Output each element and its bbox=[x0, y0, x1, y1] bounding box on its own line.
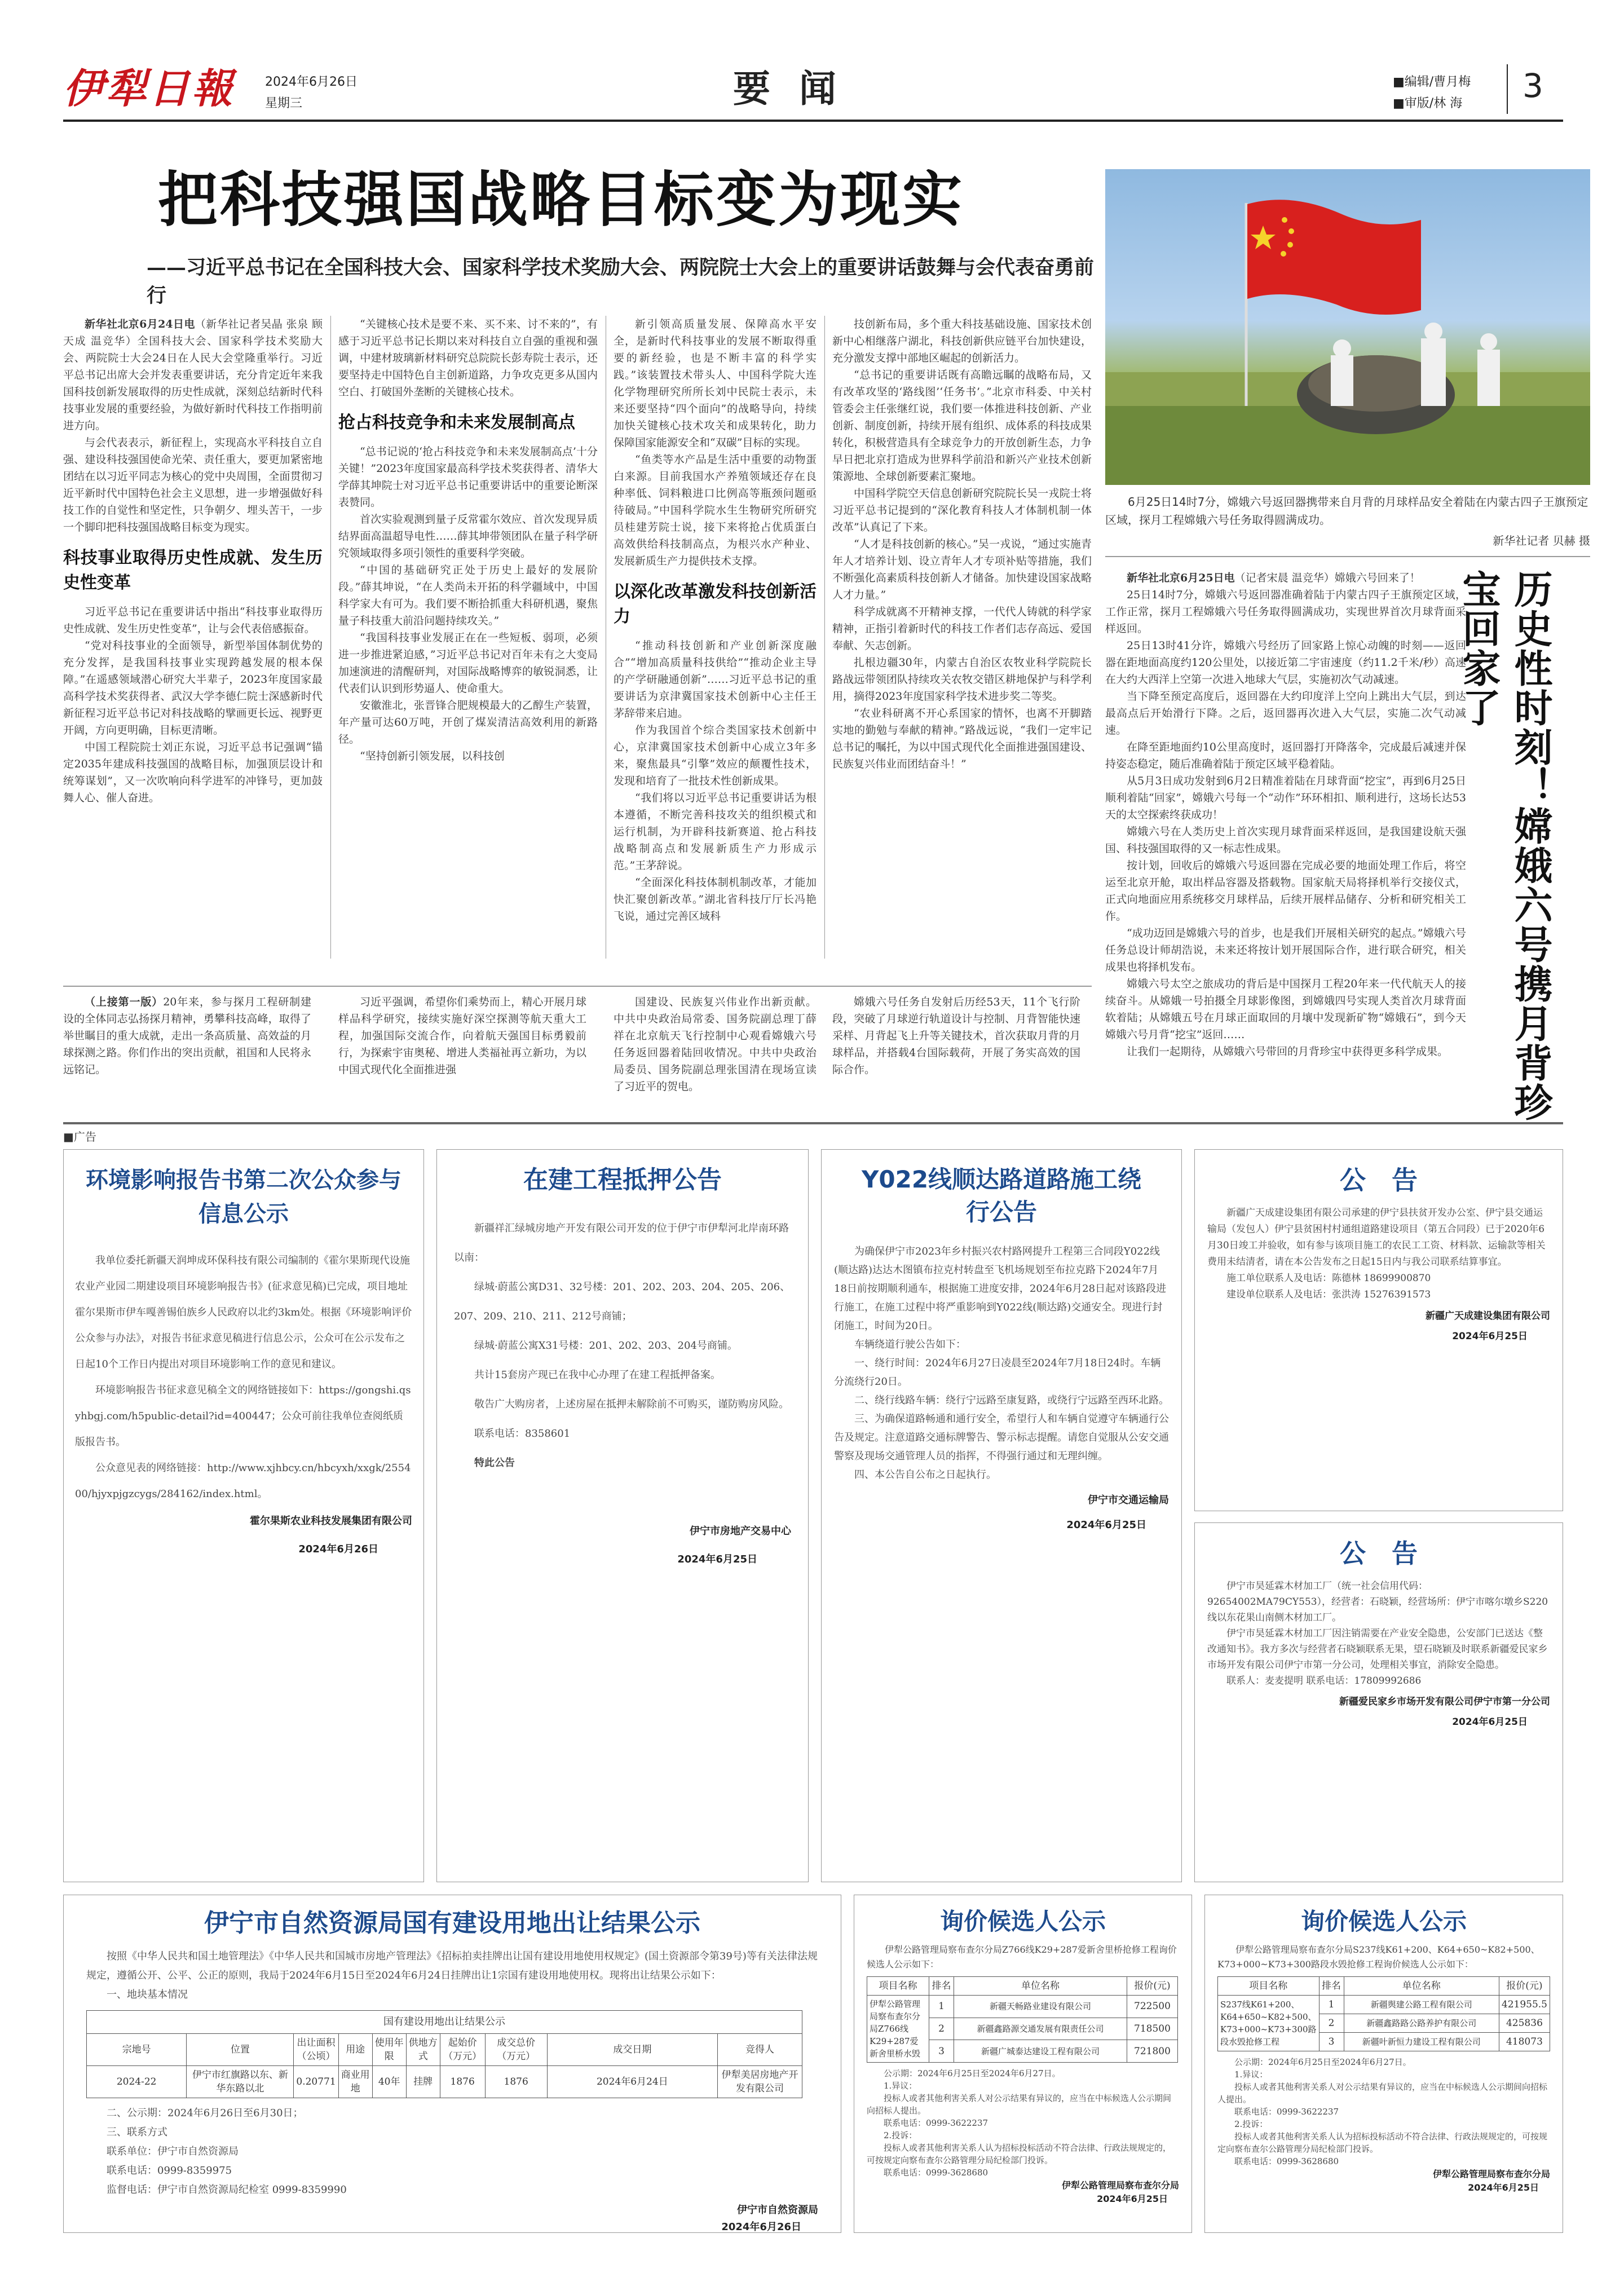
article-column-2: “关键核心技术是要不来、买不来、讨不来的”，有感于习近平总书记长期以来对科技自立自强的重视和强调，中建材玻璃新材料研究总院院长彭寿院士表示，还要坚持走中国特色自主创新道路，力争攻克更多从国内空白、打破国外垄断的关键核心技术。 抢占科技竞争和未来发展制高点 “总书记说的‘抢占科技竞争和未来发展制高点’十分关键！”2023年度国家最高科学技术奖获得者、清华大学薛其坤院士对习近平总书记重要讲话中的重要论断深表赞同。 首次实验观测到量子反常霍尔效应、首次发现异质结界面高温超导电性……薛其坤带领团队在量子科学研究领域取得多项引领性的重要科学突破。 “中国的基础研究正处于历史上最好的发展阶段。”薛其坤说，“在人类尚未开拓的科学疆域中，中国科学家大有可为。我们要不断拾抓重大科研机遇，聚焦量子科技重大前沿问题持续攻关。” “我国科技事业发展正在在一些短板、弱项，必须进一步推进紧迫感，”习近平总书记对百年未有之大变局加速演进的清醒研判，对国际战略博弈的敏锐洞悉，让代表们认识到形势逼人、使命重大。 安徽淮北，张晋锋合肥规模最大的乙醇生产装置，年产量可达60万吨，开创了煤炭清洁高效利用的新路径。 “坚持创新引领发展，以科技创 bbox=[338, 318, 598, 762]
change6-title: 历史性时刻！嫦娥六号携月背珍宝回家了 bbox=[1456, 570, 1553, 1122]
table-row: 3 新疆广城泰达建设工程有限公司 721800 bbox=[867, 2040, 1178, 2063]
news-photo bbox=[1105, 169, 1590, 485]
ad-mortgage: 在建工程抵押公告 新疆祥汇绿城房地产开发有限公司开发的位于伊宁市伊犁河北岸南环路以南： 绿城·蔚蓝公寓D31、32号楼：201、202、203、204、205、206、207、209、210、211、212号商铺； 绿城·蔚蓝公寓X31号楼：201、202、203、204号商铺。 共计15套房产现已在我中心办理了在建工程抵押备案。 敬告广大购房者，上述房屋在抵押未解除前不可购买，谨防购房风险。 联系电话：8358601 特此公告 伊宁市房地产交易中心 2024年6月25日 bbox=[436, 1149, 809, 1882]
ad-road-detour: Y022线顺达路道路施工绕行公告 为确保伊宁市2023年乡村振兴农村路网提升工程第三合同段Y022线(顺达路)达达木图镇布拉克村转盘至飞机场规划至布拉克路下2024年7月18日前按期顺利通车，根据施工进度安排，2024年6月28日起对该路段进行施工，在施工过程中将严重影响到Y022线(顺达路)交通安全。现进行封闭施工，时间为20日。 车辆绕道行驶公告如下： 一、绕行时间：2024年6月27日凌晨至2024年7月18日24时。车辆分流绕行20日。 二、绕行线路车辆：绕行宁远路至康复路，或绕行宁远路至西环北路。 三、为确保道路畅通和通行安全，希望行人和车辆自觉遵守车辆通行公告及规定。注意道路交通标牌警告、警示标志提醒。请您自觉服从公安交通警察及现场交通管理人员的指挥，不得强行通过和无理纠缠。 四、本公告自公布之日起执行。 伊宁市交通运输局 2024年6月25日 bbox=[821, 1149, 1182, 1882]
continued-col-1: （上接第一版）20年来，参与探月工程研制建设的全体同志弘扬探月精神，勇攀科技高峰，取得了举世瞩目的重大成就，走出一条高质量、高效益的月球探测之路。你们作出的突出贡献，祖国和人民将永远铭记。 bbox=[63, 996, 311, 1076]
section-title: 要 闻 bbox=[733, 67, 844, 111]
ad-notice-2: 公 告 伊宁市昊延霖木材加工厂（统一社会信用代码：92654002MA79CY553），经营者：石晓颖，经营场所：伊宁市喀尔墩乡S220线以东花果山南侧木材加工厂。 伊宁市昊延霖木材加工厂因注销需要在产业安全隐患，公安部门已送达《整改通知书》。我方多次与经营者石晓颖联系无果，望石晓颖及时联系新疆爱民家乡市场开发有限公司伊宁市第一分公司，处理相关事宜，消除安全隐患。 联系人：麦麦提明 联系电话：17809992686 新疆爱民家乡市场开发有限公司伊宁市第一分公司 2024年6月25日 bbox=[1194, 1522, 1563, 1882]
inquiry-table-2: 项目名称 排名 单位名称 报价(元) S237线K61+200、K64+650~K82+500、K73+000~K73+300路段水毁抢修工程 1 新疆舆建公路工程有限公司 421955.5 2 新疆鑫路路公路养护有限公司 425836 3 新疆叶新恒力建设工程有限公司 418073 bbox=[1217, 1976, 1550, 2051]
change6-article: 新华社北京6月25日电（记者宋晨 温竞华）嫦娥六号回来了！ 25日14时7分，嫦娥六号返回器准确着陆于内蒙古四子王旗预定区域，工作正常，探月工程嫦娥六号任务取得圆满成功，实现世界首次月球背面采样返回。 25日13时41分许，嫦娥六号经历了回家路上惊心动魄的时刻——返回器在距地面高度约120公里处，以接近第二宇宙速度（约11.2千米/秒）高速在大约大西洋上空第一次进入地球大气层，实施初次气动减速。 当下降至预定高度后，返回器在大约印度洋上空向上跳出大气层，到达最高点后开始滑行下降。之后，返回器再次进入大气层，实施二次气动减速。 在降至距地面约10公里高度时，返回器打开降落伞，完成最后减速并保持姿态稳定，随后准确着陆于预定区域平稳着陆。 从5月3日成功发射到6月2日精准着陆在月球背面“挖宝”，再到6月25日顺利着陆“回家”，嫦娥六号每一个“动作”环环相扣、顺利进行，这场长达53天的太空探索终获成功！ 嫦娥六号在人类历史上首次实现月球背面采样返回，是我国建设航天强国、科技强国取得的又一标志性成果。 按计划，回收后的嫦娥六号返回器在完成必要的地面处理工作后，将空运至北京开舱，取出样品容器及搭载物。国家航天局将择机举行交接仪式，正式向地面应用系统移交月球样品，后续开展样品储存、分析和研究相关工作。 “成功迈回是嫦娥六号的首步，也是我们开展相关研究的起点。”嫦娥六号任务总设计师胡浩说，未来还将按计划开展国际合作，进行联合研究，相关成果也将择机发布。 嫦娥六号太空之旅成功的背后是中国探月工程20年来一代代航天人的接续奋斗。从嫦娥一号拍摄全月球影像图，到嫦娥四号实现人类首次月球背面软着陆；从嫦娥五号在月球正面取回的月壤中发现新矿物“嫦娥石”，到今天嫦娥六号月背“挖宝”返回…… 让我们一起期待，从嫦娥六号带回的月背珍宝中获得更多科学成果。 bbox=[1105, 572, 1466, 1058]
masthead-date: 2024年6月26日 bbox=[265, 75, 358, 89]
article-column-4: 技创新布局，多个重大科技基础设施、国家技术创新中心相继落户湖北，科技创新供应链平台加快建设，充分激发支撑中部地区崛起的创新活力。 “总书记的重要讲话既有高瞻远瞩的战略布局，又有改革攻坚的‘路线图’‘任务书’。”北京市科委、中关村管委会主任张继红说，我们要一体推进科技创新、产业创新、制度创新，持续开展有组织、成体系的科技成果转化，积极营造具有全球竞争力的开放创新生态，力争早日把北京打造成为世界科学前沿和新兴产业技术创新策源地、全球创新要素汇聚地。 中国科学院空天信息创新研究院院长吴一戎院士将习近平总书记提到的“深化教育科技人才体制机制一体改革”认真记了下来。 “人才是科技创新的核心。”吴一戎说，“通过实施青年人才培养计划、设立青年人才专项补贴等措施，我们不断强化高素质科技创新人才储备。加快建设国家战略人才力量。” 科学成就离不开精神支撑，一代代人铸就的科学家精神，正指引着新时代的科技工作者们志存高远、爱国奉献、矢志创新。 扎根边疆30年，内蒙古自治区农牧业科学院院长路战远带领团队持续攻关农牧交错区耕地保护与科学利用，摘得2023年度国家科学技术进步奖二等奖。 “农业科研离不开心系国家的情怀，也离不开脚踏实地的勤勉与奉献的精神。”路战远说，“我们一定牢记总书记的嘱托，为以中国式现代化全面推进强国建设、民族复兴伟业而团结奋斗！” bbox=[832, 318, 1092, 770]
masthead-rule bbox=[63, 120, 1563, 122]
subhead-3: 以深化改革激发科技创新活力 bbox=[614, 582, 817, 626]
headline-title: 把科技强国战略目标变为现实 bbox=[158, 165, 964, 235]
article-column-1: 新华社北京6月24日电（新华社记者吴晶 张泉 顾天成 温竞华）全国科技大会、国家科学技术奖励大会、两院院士大会24日在人民大会堂隆重举行。习近平总书记出席大会并发表重要讲话，充分肯定近年来我国科技创新发展取得的历史性成就，深刻总结新时代科技事业发展的重要经验，为做好新时代科技工作指明前进方向。 与会代表表示，新征程上，实现高水平科技自立自强、建设科技强国使命光荣、责任重大，要更加紧密地团结在以习近平同志为核心的党中央周围，全面贯彻习近平新时代中国特色社会主义思想，进一步增强做好科技工作的自觉性和坚定性，只争朝夕、埋头苦干，一步一个脚印把科技强国战略目标变为现实。 科技事业取得历史性成就、发生历史性变革 习近平总书记在重要讲话中指出“科技事业取得历史性成就、发生历史性变革”，让与会代表倍感振奋。 “党对科技事业的全面领导，新型举国体制优势的充分发挥，是我国科技事业实现跨越发展的根本保障。”在遥感领域潜心研究大半辈子，2023年度国家最高科学技术奖获得者、武汉大学李德仁院士深感新时代新征程习近平总书记对科技战略的擘画更长远、视野更开阔，方向更明确，目标更清晰。 中国工程院院士刘正东说，习近平总书记强调“锚定2035年建成科技强国的战略目标，加强顶层设计和统筹谋划”，又一次吹响向科学进军的冲锋号，更加鼓舞人心、催人奋进。 bbox=[63, 318, 323, 804]
photo-credit: 新华社记者 贝赫 摄 bbox=[1493, 534, 1590, 548]
continued-col-3: 国建设、民族复兴伟业作出新贡献。中共中央政治局常委、国务院副总理丁薛祥在北京航天飞行控制中心观看嫦娥六号任务返回器着陆回收情况。中共中央政治局委员、国务院副总理张国清在现场宣读了习近平的贺电。 bbox=[614, 996, 817, 1093]
continued-col-2: 习近平强调，希望你们乘势而上，精心开展月球样品科学研究，接续实施好深空探测等航天重大工程，加强国际交流合作，向着航天强国目标勇毅前行，为探索宇宙奥秘、增进人类福祉再立新功，为以中国式现代化全面推进强 bbox=[338, 996, 586, 1076]
ad-inquiry-2: 询价候选人公示 伊犁公路管理局察布查尔分局S237线K61+200、K64+650~K82+500、K73+000~K73+300路段水毁抢修工程询价候选人公示如下： 项目名称 排名 单位名称 报价(元) S237线K61+200、K64+650~K82+500、K73+000~K73+300路段水毁抢修工程 1 新疆舆建公路工程有限公司 421955.5 2 新疆鑫路路公路养护有限公司 425836 3 新疆叶新恒力建设工程有限公司 418073 公示期：2024年6月25日至2024年6月27日。 1.异议： 投标人或者其他利害关系人对公示结果有异议的，应当在中标候选人公示期间向招标人提出。 联系电话：0999-3622237 2.投诉： 投标人或者其他利害关系人认为招标投标活动不符合法律、行政法规规定的，可按规定向察布查尔公路管理分局纪检部门投诉。 联系电话：0999-3628680 伊犁公路管理局察布查尔分局 2024年6月25日 bbox=[1204, 1895, 1563, 2233]
table-row: 3 新疆叶新恒力建设工程有限公司 418073 bbox=[1218, 2033, 1550, 2051]
masthead-logo: 伊犁日報 bbox=[63, 64, 235, 112]
masthead-weekday: 星期三 bbox=[265, 96, 303, 111]
headline-subtitle: ——习近平总书记在全国科技大会、国家科学技术奖励大会、两院院士大会上的重要讲话鼓舞与会代表奋勇前行 bbox=[147, 256, 1095, 307]
subhead-2: 抢占科技竞争和未来发展制高点 bbox=[338, 413, 575, 432]
continued-col-4: 嫦娥六号任务自发射后历经53天，11个飞行阶段，突破了月球逆行轨道设计与控制、月背智能快速采样、月背起飞上升等关键技术，首次获取月背的月球样品，并搭载4台国际载荷，开展了务实高效的国际合作。 bbox=[832, 996, 1080, 1076]
land-table: 国有建设用地出让结果公示 宗地号 位置 出让面积（公顷） 用途 使用年限 供地方式 起始价（万元） 成交总价（万元） 成交日期 竞得人 2024-22 伊宁市红旗路以东、新华东路以北 0.20771 商业用地 40年 挂牌 1876 1876 2024年6月24日 伊犁美居房地产开发有限公司 bbox=[86, 2010, 802, 2098]
ad-notice-1: 公 告 新疆广天成建设集团有限公司承建的伊宁县扶贫开发办公室、伊宁县交通运输局（发包人）伊宁县贫困村村通组道路建设项目（第五合同段）已于2020年6月30日竣工并验收，如有参与该项目施工的农民工工资、材料款、运输款等相关费用未结清者，请在本公告发布之日起15日内与我公司联系结算事宜。 施工单位联系人及电话：陈德林 18699900870 建设单位联系人及电话：张洪涛 15276391573 新疆广天成建设集团有限公司 2024年6月25日 bbox=[1194, 1149, 1563, 1511]
ad-land-result: 伊宁市自然资源局国有建设用地出让结果公示 按照《中华人民共和国土地管理法》《中华人民共和国城市房地产管理法》《招标拍卖挂牌出让国有建设用地使用权规定》(国土资源部令第39号)等有关法律法规规定，遵循公开、公平、公正的原则，我局于2024年6月15日至2024年6月24日挂牌出让1宗国有建设用地使用权。现将出让结果公示如下： 一、地块基本情况 国有建设用地出让结果公示 宗地号 位置 出让面积（公顷） 用途 使用年限 供地方式 起始价（万元） 成交总价（万元） 成交日期 竞得人 2024-22 伊宁市红旗路以东、新华东路以北 0.20771 商业用地 40年 挂牌 1876 1876 2024年6月24日 伊犁美居房地产开发有限公司 二、公示期：2024年6月26日至6月30日； 三、联系方式 联系单位：伊宁市自然资源局 联系电话：0999-8359975 监督电话：伊宁市自然资源局纪检室 0999-8359990 伊宁市自然资源局 2024年6月26日 bbox=[63, 1895, 841, 2233]
table-row: 2024-22 伊宁市红旗路以东、新华东路以北 0.20771 商业用地 40年 挂牌 1876 1876 2024年6月24日 伊犁美居房地产开发有限公司 bbox=[87, 2066, 802, 2098]
table-row: 2 新疆鑫路源交通发展有限责任公司 718500 bbox=[867, 2018, 1178, 2040]
inquiry-table-1: 项目名称 排名 单位名称 报价(元) 伊犁公路管理局察布查尔分局Z766线K29+287爱新舍里桥水毁 1 新疆天畅路业建设有限公司 722500 2 新疆鑫路源交通发展有限责任公司 718500 3 新疆广城泰达建设工程有限公司 721800 bbox=[867, 1976, 1178, 2063]
ad-inquiry-1: 询价候选人公示 伊犁公路管理局察布查尔分局Z766线K29+287爱新舍里桥抢修工程询价候选人公示如下： 项目名称 排名 单位名称 报价(元) 伊犁公路管理局察布查尔分局Z766线K29+287爱新舍里桥水毁 1 新疆天畅路业建设有限公司 722500 2 新疆鑫路源交通发展有限责任公司 718500 3 新疆广城泰达建设工程有限公司 721800 公示期：2024年6月25日至2024年6月27日。 1.异议： 投标人或者其他利害关系人对公示结果有异议的，应当在中标候选人公示期间向招标人提出。 联系电话：0999-3622237 2.投诉： 投标人或者其他利害关系人认为招标投标活动不符合法律、行政法规规定的，可按规定向察布查尔公路管理分局纪检部门投诉。 联系电话：0999-3628680 伊犁公路管理局察布查尔分局 2024年6月25日 bbox=[854, 1895, 1192, 2233]
article-column-3: 新引领高质量发展、保障高水平安全，是新时代科技事业的发展不断取得重要的新经验，也是不断丰富的科学实践。”该装置技术带头人、中国科学院大连化学物理研究所所长刘中民院士表示，未来还要坚持“四个面向”的战略导向，持续加快关键核心技术攻关和成果转化，助力保障国家能源安全和“双碳”目标的实现。 “鱼类等水产品是生活中重要的动物蛋白来源。目前我国水产养殖领域还存在良种率低、饲料粮进口比例高等瓶颈问题亟待破局。”中国科学院水生生物研究所研究员桂建芳院士说，接下来将抢占优质蛋白高效供给科技制高点，为根兴水产种业、发展新质生产力提供技术支撑。 以深化改革激发科技创新活力 “推动科技创新和产业创新深度融合”“增加高质量科技供给”“推动企业主导的产学研融通创新”……习近平总书记的重要讲话为京津冀国家技术创新中心主任王茅辞带来启迪。 作为我国首个综合类国家技术创新中心，京津冀国家技术创新中心成立3年多来，聚焦最具“引擎”效应的颠覆性技术，发现和培育了一批技术性创新成果。 “我们将以习近平总书记重要讲话为根本遵循，不断完善科技攻关的组织模式和运行机制，为开辟科技新赛道、抢占科技战略制高点和发展新质生产力形成示范。”王茅辞说。 “全面深化科技体制机制改革，才能加快汇聚创新改革。”湖北省科技厅厅长冯艳飞说，通过完善区域科 bbox=[614, 318, 817, 922]
reviewer-label: ■审版/林 海 bbox=[1393, 96, 1463, 111]
photo-caption: 6月25日14时7分，嫦娥六号返回器携带来自月背的月球样品安全着陆在内蒙古四子王旗预定区域，探月工程嫦娥六号任务取得圆满成功。 bbox=[1105, 495, 1588, 527]
ad-env-report: 环境影响报告书第二次公众参与信息公示 我单位委托新疆天润坤成环保科技有限公司编制的《霍尔果斯现代设施农业产业园二期建设项目环境影响报告书》(征求意见稿)已完成，项目地址霍尔果斯市伊车嘎善锡伯族乡人民政府以北约3km处。根据《环境影响评价公众参与办法》，对报告书征求意见稿进行信息公示，公众可在公示发布之日起10个工作日内提出对项目环境影响工作的意见和建议。 环境影响报告书征求意见稿全文的网络链接如下：https://gongshi.qsyhbgj.com/h5public-detail?id=400447；公众可前往我单位查阅纸质版报告书。 公众意见表的网络链接：http://www.xjhbcy.cn/hbcyxh/xxgk/255400/hjyxpjgzcygs/284162/index.html。 霍尔果斯农业科技发展集团有限公司 2024年6月26日 bbox=[63, 1149, 424, 1882]
table-row: 2 新疆鑫路路公路养护有限公司 425836 bbox=[1218, 2014, 1550, 2033]
ad-tag: ■广告 bbox=[63, 1130, 96, 1144]
page-number: 3 bbox=[1522, 67, 1543, 105]
table-row: 伊犁公路管理局察布查尔分局Z766线K29+287爱新舍里桥水毁 1 新疆天畅路业建设有限公司 722500 bbox=[867, 1996, 1178, 2018]
editor-label: ■编辑/曹月梅 bbox=[1393, 75, 1471, 89]
table-row: S237线K61+200、K64+650~K82+500、K73+000~K73+300路段水毁抢修工程 1 新疆舆建公路工程有限公司 421955.5 bbox=[1218, 1996, 1550, 2014]
ad-rule bbox=[63, 1122, 1563, 1124]
subhead-1: 科技事业取得历史性成就、发生历史性变革 bbox=[63, 548, 323, 593]
